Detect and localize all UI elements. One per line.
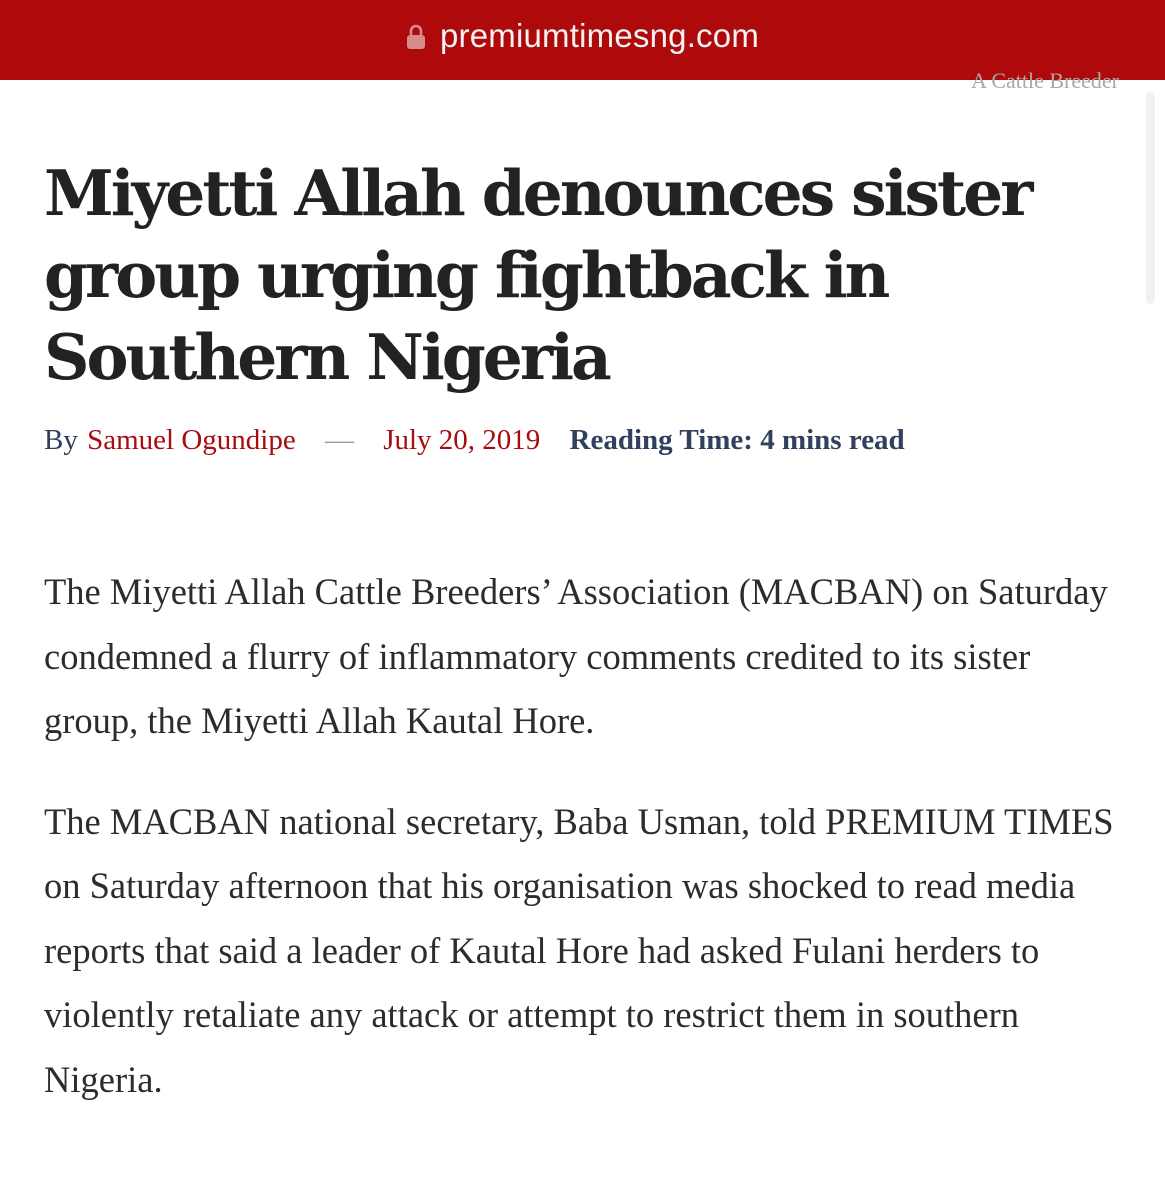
reading-time: Reading Time: 4 mins read	[569, 424, 905, 456]
article-paragraph: The MACBAN national secretary, Baba Usman, told PREMIUM TIMES on Saturday afternoon that his organisation was shocked to read media reports that said a leader of Kautal Hore had asked Fulani herders to violently retaliate any attack or attempt to restrict them in southern Nigeria.	[44, 800, 1114, 1100]
scrollbar-thumb[interactable]	[1146, 92, 1155, 304]
address-bar-content[interactable]	[406, 17, 759, 55]
article-headline: Miyetti Allah denounces sister group urging fightback in Southern Nigeria	[44, 156, 1031, 394]
article-paragraph: The Miyetti Allah Cattle Breeders’ Association (MACBAN) on Saturday condemned a flurry of inflammatory comments credited to its sister group, the Miyetti Allah Kautal Hore.	[44, 571, 1108, 741]
byline-separator: —	[324, 424, 354, 456]
image-caption: A Cattle Breeder	[971, 68, 1119, 93]
by-label: By	[44, 424, 78, 456]
author-link[interactable]: Samuel Ogundipe	[87, 424, 296, 456]
article-body	[44, 560, 1129, 1148]
url-text[interactable]: premiumtimesng.com	[439, 17, 760, 54]
lock-icon	[406, 24, 426, 50]
publish-date: July 20, 2019	[383, 424, 541, 456]
article-byline	[44, 424, 905, 457]
